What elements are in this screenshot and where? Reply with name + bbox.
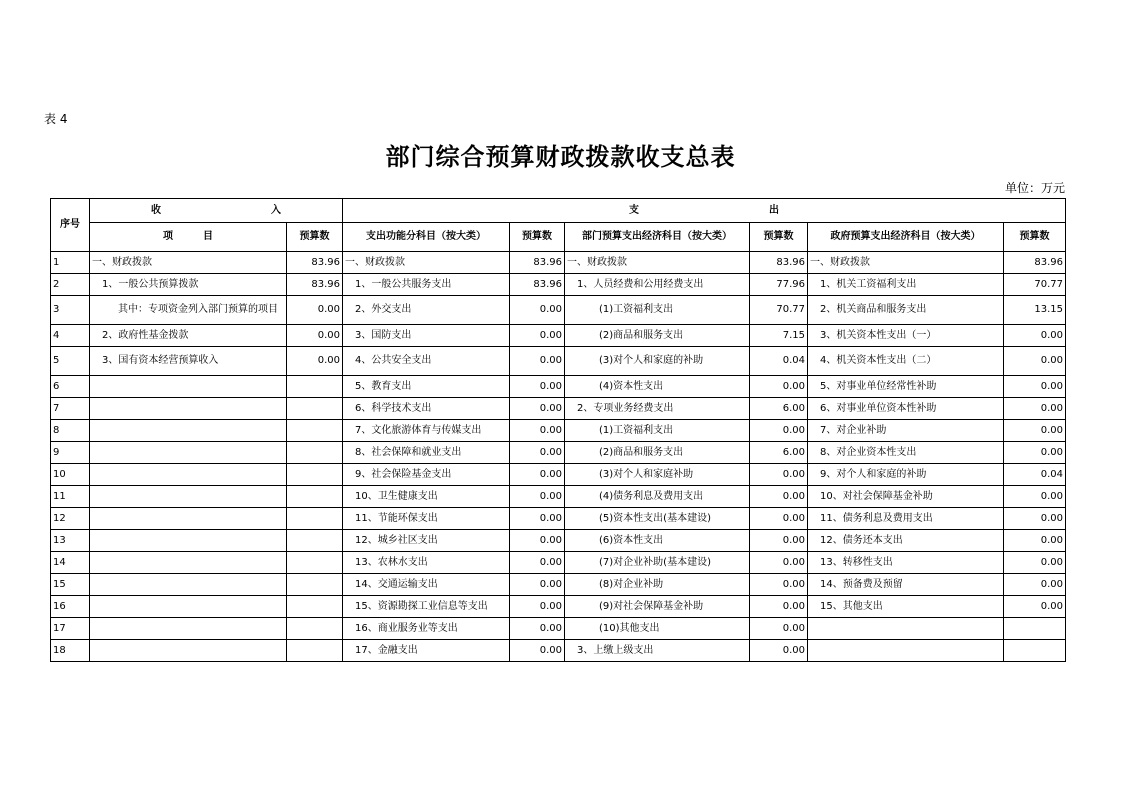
income-item	[90, 574, 287, 596]
dept-econ-value: 0.00	[750, 376, 808, 398]
income-item	[90, 376, 287, 398]
func-value: 0.00	[510, 464, 565, 486]
func-item: 一、财政拨款	[343, 252, 510, 274]
header-item-char2: 目	[203, 231, 213, 242]
dept-econ-item: 2、专项业务经费支出	[565, 398, 750, 420]
table-row	[51, 376, 1066, 398]
table-label: 表 4	[44, 112, 68, 126]
dept-econ-value: 0.00	[750, 552, 808, 574]
gov-econ-item: 6、对事业单位资本性补助	[808, 398, 1004, 420]
dept-econ-item: (7)对企业补助(基本建设)	[565, 552, 750, 574]
gov-econ-value: 13.15	[1004, 296, 1066, 325]
gov-econ-value: 0.00	[1004, 508, 1066, 530]
table-row	[51, 296, 1066, 325]
income-item	[90, 618, 287, 640]
gov-econ-item: 1、机关工资福利支出	[808, 274, 1004, 296]
income-value	[287, 442, 343, 464]
page-title: 部门综合预算财政拨款收支总表	[385, 143, 736, 171]
gov-econ-item: 7、对企业补助	[808, 420, 1004, 442]
income-item	[90, 398, 287, 420]
func-value: 0.00	[510, 574, 565, 596]
income-value: 0.00	[287, 296, 343, 325]
header-row-2	[51, 223, 1066, 252]
income-value	[287, 552, 343, 574]
gov-econ-item: 4、机关资本性支出（二）	[808, 347, 1004, 376]
gov-econ-item: 5、对事业单位经常性补助	[808, 376, 1004, 398]
dept-econ-value: 0.00	[750, 508, 808, 530]
func-item: 9、社会保险基金支出	[343, 464, 510, 486]
func-item: 5、教育支出	[343, 376, 510, 398]
func-value: 0.00	[510, 596, 565, 618]
gov-econ-item: 一、财政拨款	[808, 252, 1004, 274]
income-value: 0.00	[287, 325, 343, 347]
gov-econ-value: 0.00	[1004, 530, 1066, 552]
table-row	[51, 486, 1066, 508]
income-value	[287, 596, 343, 618]
income-value	[287, 486, 343, 508]
table-row	[51, 596, 1066, 618]
income-item	[90, 420, 287, 442]
header-item	[90, 223, 287, 252]
income-item	[90, 442, 287, 464]
func-value: 0.00	[510, 296, 565, 325]
func-value: 0.00	[510, 420, 565, 442]
func-value: 0.00	[510, 347, 565, 376]
dept-econ-item: 3、上缴上级支出	[565, 640, 750, 662]
header-budget-3: 预算数	[750, 223, 808, 252]
table-row	[51, 574, 1066, 596]
row-seq: 14	[51, 552, 90, 574]
income-item: 其中：专项资金列入部门预算的项目	[90, 296, 287, 325]
table-row	[51, 640, 1066, 662]
unit-label: 单位：万元	[1004, 181, 1065, 195]
income-value: 0.00	[287, 347, 343, 376]
header-budget-2: 预算数	[510, 223, 565, 252]
income-value	[287, 398, 343, 420]
func-item: 1、一般公共服务支出	[343, 274, 510, 296]
gov-econ-value	[1004, 640, 1066, 662]
dept-econ-value: 0.00	[750, 618, 808, 640]
header-item-char1: 项	[163, 231, 173, 242]
func-item: 2、外交支出	[343, 296, 510, 325]
income-item: 一、财政拨款	[90, 252, 287, 274]
table-row	[51, 252, 1066, 274]
func-value: 83.96	[510, 274, 565, 296]
gov-econ-item	[808, 618, 1004, 640]
gov-econ-value: 0.00	[1004, 574, 1066, 596]
header-expense-char1: 支	[629, 204, 640, 216]
gov-econ-value: 0.00	[1004, 325, 1066, 347]
gov-econ-item: 8、对企业资本性支出	[808, 442, 1004, 464]
func-value: 0.00	[510, 552, 565, 574]
dept-econ-value: 0.00	[750, 530, 808, 552]
dept-econ-value: 77.96	[750, 274, 808, 296]
gov-econ-item: 12、债务还本支出	[808, 530, 1004, 552]
dept-econ-item: (1)工资福利支出	[565, 296, 750, 325]
income-value	[287, 530, 343, 552]
func-item: 8、社会保障和就业支出	[343, 442, 510, 464]
income-item	[90, 596, 287, 618]
header-expense-char2: 出	[769, 204, 780, 216]
func-item: 10、卫生健康支出	[343, 486, 510, 508]
income-item: 3、国有资本经营预算收入	[90, 347, 287, 376]
dept-econ-item: 1、人员经费和公用经费支出	[565, 274, 750, 296]
income-value	[287, 464, 343, 486]
gov-econ-item: 11、债务利息及费用支出	[808, 508, 1004, 530]
gov-econ-value: 0.00	[1004, 347, 1066, 376]
income-item	[90, 640, 287, 662]
gov-econ-value: 0.00	[1004, 398, 1066, 420]
dept-econ-item: (9)对社会保障基金补助	[565, 596, 750, 618]
row-seq: 3	[51, 296, 90, 325]
row-seq: 12	[51, 508, 90, 530]
func-value: 0.00	[510, 508, 565, 530]
header-row-1	[51, 199, 1066, 223]
func-value: 0.00	[510, 640, 565, 662]
header-budget-1: 预算数	[287, 223, 343, 252]
table-row	[51, 530, 1066, 552]
dept-econ-item: (1)工资福利支出	[565, 420, 750, 442]
gov-econ-value	[1004, 618, 1066, 640]
income-value: 83.96	[287, 252, 343, 274]
dept-econ-value: 6.00	[750, 442, 808, 464]
func-item: 4、公共安全支出	[343, 347, 510, 376]
income-item	[90, 530, 287, 552]
gov-econ-value: 0.00	[1004, 376, 1066, 398]
header-income-char1: 收	[151, 204, 161, 216]
gov-econ-value: 0.00	[1004, 486, 1066, 508]
table-row	[51, 552, 1066, 574]
income-item	[90, 508, 287, 530]
dept-econ-value: 0.00	[750, 596, 808, 618]
income-item	[90, 486, 287, 508]
dept-econ-value: 70.77	[750, 296, 808, 325]
header-expense	[343, 199, 1066, 223]
dept-econ-item: (3)对个人和家庭的补助	[565, 347, 750, 376]
row-seq: 16	[51, 596, 90, 618]
func-item: 3、国防支出	[343, 325, 510, 347]
row-seq: 11	[51, 486, 90, 508]
row-seq: 2	[51, 274, 90, 296]
table-row	[51, 325, 1066, 347]
row-seq: 6	[51, 376, 90, 398]
income-item: 1、一般公共预算拨款	[90, 274, 287, 296]
func-value: 0.00	[510, 486, 565, 508]
func-value: 0.00	[510, 442, 565, 464]
func-value: 0.00	[510, 376, 565, 398]
gov-econ-value: 0.04	[1004, 464, 1066, 486]
gov-econ-value: 83.96	[1004, 252, 1066, 274]
header-dept-econ: 部门预算支出经济科目（按大类）	[565, 223, 750, 252]
row-seq: 13	[51, 530, 90, 552]
gov-econ-value: 0.00	[1004, 442, 1066, 464]
table-row	[51, 274, 1066, 296]
dept-econ-item: (2)商品和服务支出	[565, 325, 750, 347]
func-item: 7、文化旅游体育与传媒支出	[343, 420, 510, 442]
gov-econ-item: 14、预备费及预留	[808, 574, 1004, 596]
row-seq: 17	[51, 618, 90, 640]
income-item: 2、政府性基金拨款	[90, 325, 287, 347]
func-item: 14、交通运输支出	[343, 574, 510, 596]
gov-econ-value: 0.00	[1004, 420, 1066, 442]
dept-econ-value: 6.00	[750, 398, 808, 420]
table-row	[51, 420, 1066, 442]
gov-econ-value: 0.00	[1004, 596, 1066, 618]
dept-econ-item: (8)对企业补助	[565, 574, 750, 596]
gov-econ-item: 9、对个人和家庭的补助	[808, 464, 1004, 486]
func-value: 83.96	[510, 252, 565, 274]
dept-econ-value: 83.96	[750, 252, 808, 274]
dept-econ-item: (2)商品和服务支出	[565, 442, 750, 464]
func-item: 17、金融支出	[343, 640, 510, 662]
dept-econ-value: 0.00	[750, 574, 808, 596]
income-item	[90, 552, 287, 574]
func-item: 12、城乡社区支出	[343, 530, 510, 552]
header-gov-econ: 政府预算支出经济科目（按大类）	[808, 223, 1004, 252]
income-value	[287, 376, 343, 398]
table-row	[51, 347, 1066, 376]
row-seq: 18	[51, 640, 90, 662]
gov-econ-item: 10、对社会保障基金补助	[808, 486, 1004, 508]
gov-econ-value: 0.00	[1004, 552, 1066, 574]
row-seq: 10	[51, 464, 90, 486]
row-seq: 15	[51, 574, 90, 596]
func-item: 16、商业服务业等支出	[343, 618, 510, 640]
gov-econ-value: 70.77	[1004, 274, 1066, 296]
dept-econ-item: (4)债务利息及费用支出	[565, 486, 750, 508]
header-income-char2: 入	[271, 204, 281, 216]
dept-econ-value: 0.00	[750, 486, 808, 508]
gov-econ-item: 15、其他支出	[808, 596, 1004, 618]
gov-econ-item: 2、机关商品和服务支出	[808, 296, 1004, 325]
income-item	[90, 464, 287, 486]
budget-table	[50, 198, 1066, 662]
table-row	[51, 464, 1066, 486]
dept-econ-value: 0.00	[750, 420, 808, 442]
table-row	[51, 442, 1066, 464]
dept-econ-item: (10)其他支出	[565, 618, 750, 640]
table-row	[51, 398, 1066, 420]
dept-econ-value: 0.00	[750, 640, 808, 662]
func-value: 0.00	[510, 530, 565, 552]
row-seq: 4	[51, 325, 90, 347]
dept-econ-value: 0.04	[750, 347, 808, 376]
gov-econ-item	[808, 640, 1004, 662]
income-value	[287, 508, 343, 530]
dept-econ-item: (6)资本性支出	[565, 530, 750, 552]
dept-econ-value: 7.15	[750, 325, 808, 347]
table-row	[51, 618, 1066, 640]
header-budget-4: 预算数	[1004, 223, 1066, 252]
func-value: 0.00	[510, 398, 565, 420]
func-item: 11、节能环保支出	[343, 508, 510, 530]
func-item: 6、科学技术支出	[343, 398, 510, 420]
dept-econ-item: (4)资本性支出	[565, 376, 750, 398]
dept-econ-item: 一、财政拨款	[565, 252, 750, 274]
dept-econ-value: 0.00	[750, 464, 808, 486]
func-value: 0.00	[510, 325, 565, 347]
dept-econ-item: (3)对个人和家庭补助	[565, 464, 750, 486]
income-value	[287, 618, 343, 640]
row-seq: 7	[51, 398, 90, 420]
income-value	[287, 574, 343, 596]
table-row	[51, 508, 1066, 530]
income-value	[287, 420, 343, 442]
row-seq: 1	[51, 252, 90, 274]
header-income	[90, 199, 343, 223]
income-value: 83.96	[287, 274, 343, 296]
row-seq: 8	[51, 420, 90, 442]
row-seq: 5	[51, 347, 90, 376]
header-func-class: 支出功能分科目（按大类）	[343, 223, 510, 252]
func-item: 13、农林水支出	[343, 552, 510, 574]
dept-econ-item: (5)资本性支出(基本建设)	[565, 508, 750, 530]
header-seq: 序号	[51, 199, 90, 252]
func-item: 15、资源勘探工业信息等支出	[343, 596, 510, 618]
gov-econ-item: 13、转移性支出	[808, 552, 1004, 574]
income-value	[287, 640, 343, 662]
func-value: 0.00	[510, 618, 565, 640]
gov-econ-item: 3、机关资本性支出（一）	[808, 325, 1004, 347]
row-seq: 9	[51, 442, 90, 464]
